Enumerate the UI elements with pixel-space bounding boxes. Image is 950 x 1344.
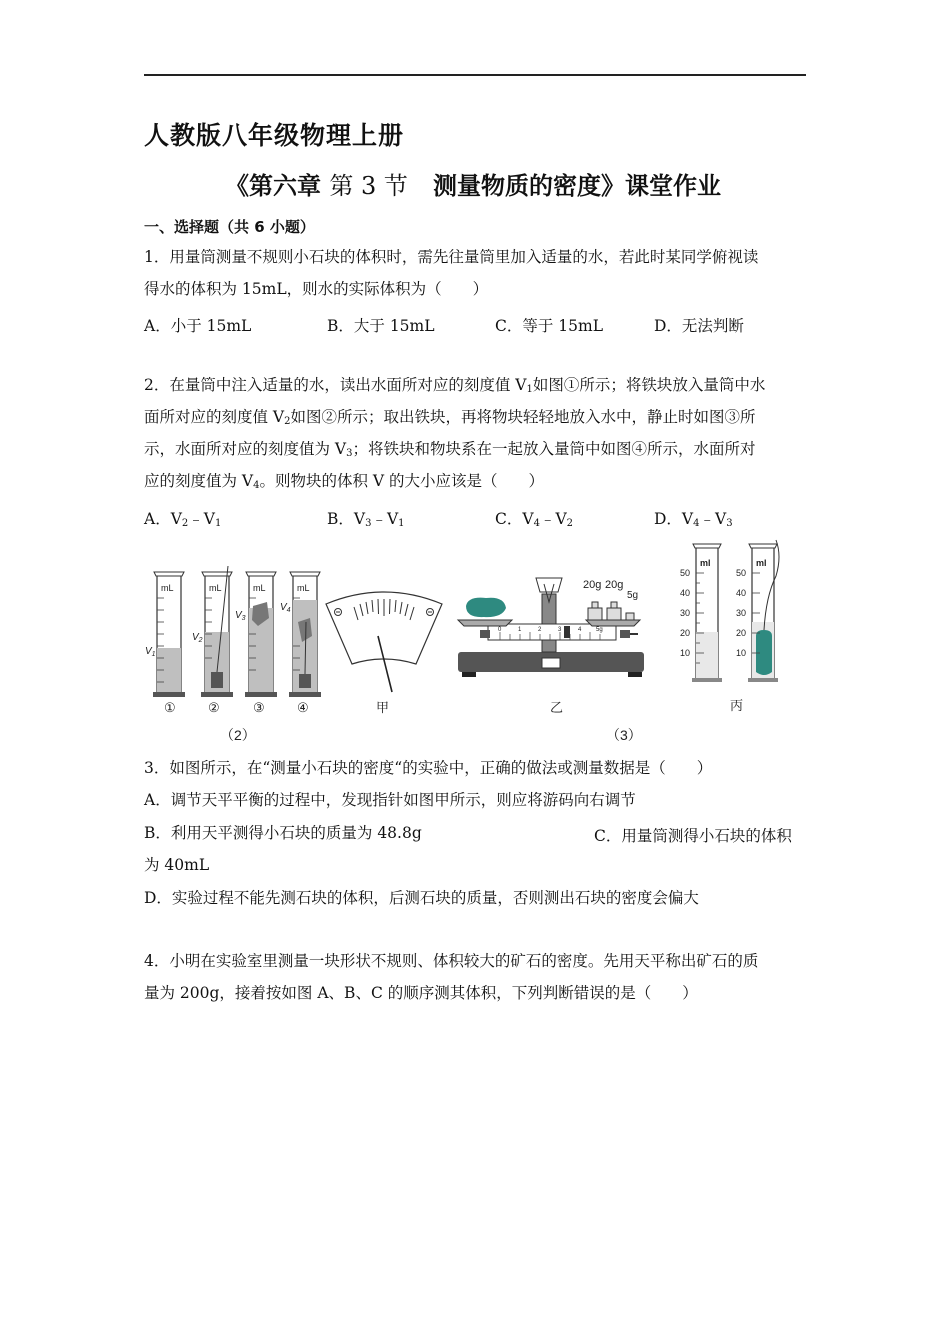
label-bing: 丙	[730, 698, 744, 713]
scale-tick-0: 0	[498, 627, 502, 633]
subtitle-topic: 测量物质的密度》课堂作业	[432, 172, 721, 200]
bing1-unit: ml	[700, 558, 711, 568]
label-yi: 乙	[550, 700, 564, 715]
bing1-tick-10: 10	[680, 648, 691, 658]
q2-option-a: A．$V_2﹣V_1$	[144, 510, 222, 529]
figures-illustration	[140, 536, 820, 751]
cyl-label-3: ③	[253, 700, 265, 715]
page-title: 人教版八年级物理上册	[144, 121, 405, 150]
dial-jia	[326, 592, 442, 715]
q2-stem-line2: 面所对应的刻度值 $V_2$如图②所示；取出铁块，再将物块轻轻地放入水中，静止时如图③所	[144, 408, 756, 427]
q4-stem-line1: 4．小明在实验室里测量一块形状不规则、体积较大的矿石的密度。先用天平称出矿石的质	[144, 952, 759, 970]
caption-3: （3）	[606, 727, 642, 743]
bing2-tick-30: 30	[736, 608, 747, 618]
v4-label: $V_4$	[280, 602, 291, 614]
q2-stem-line3: 示，水面所对应的刻度值为 $V_3$；将铁块和物块系在一起放入量筒中如图④所示，水面所对	[144, 440, 756, 459]
q3-option-a: A．调节天平平衡的过程中，发现指针如图甲所示，则应将游码向右调节	[144, 791, 636, 809]
cyl3-unit: mL	[253, 583, 266, 593]
bing2-tick-50: 50	[736, 568, 747, 578]
page-subtitle	[225, 166, 721, 201]
cyl-label-1: ①	[164, 700, 176, 715]
section-heading: 一、选择题（共 6 小题）	[144, 218, 315, 236]
q3-option-b: B．利用天平测得小石块的质量为 48.8g	[144, 824, 422, 842]
bing1-tick-20: 20	[680, 628, 691, 638]
scale-tick-5: 5g	[596, 627, 603, 633]
q2-option-c: C．$V_4﹣V_2$	[495, 510, 574, 529]
q1-option-a: A．小于 15mL	[144, 317, 252, 335]
q2-stem-line4: 应的刻度值为 $V_4$。则物块的体积 V 的大小应该是（ ）	[144, 472, 545, 491]
q1-option-c: C．等于 15mL	[495, 317, 604, 335]
bing2-unit: ml	[756, 558, 767, 568]
q4-stem-line2: 量为 200g，接着按如图 A、B、C 的顺序测其体积，下列判断错误的是（ ）	[144, 984, 698, 1002]
caption-2: （2）	[220, 727, 256, 743]
bing2-tick-40: 40	[736, 588, 747, 598]
q2-option-b: B．$V_3﹣V_1$	[327, 510, 405, 529]
subtitle-section: 第 3 节	[329, 172, 408, 200]
cyl-label-4: ④	[297, 700, 309, 715]
cyl-label-2: ②	[208, 700, 220, 715]
subtitle-chapter: 《第六章	[225, 172, 321, 200]
weight-label-2: 20g	[605, 579, 624, 591]
scale-tick-2: 2	[538, 627, 542, 633]
v3-label: $V_3$	[235, 610, 246, 622]
q1-stem-line2: 得水的体积为 15mL，则水的实际体积为（ ）	[144, 280, 489, 298]
label-jia: 甲	[376, 700, 390, 715]
cyl4-unit: mL	[297, 583, 310, 593]
v1-label: $V_1$	[145, 646, 156, 658]
bing1-tick-40: 40	[680, 588, 691, 598]
q2-stem-line1: 2．在量筒中注入适量的水，读出水面所对应的刻度值 $V_1$如图①所示；将铁块放入量筒中水	[144, 376, 766, 395]
bing1-tick-50: 50	[680, 568, 691, 578]
q3-option-c-line1: C．用量筒测得小石块的体积	[594, 827, 792, 845]
q1-stem-line1: 1．用量筒测量不规则小石块的体积时，需先往量筒里加入适量的水，若此时某同学俯视读	[144, 248, 759, 266]
scale-tick-3: 3	[558, 627, 562, 633]
q1-option-d: D．无法判断	[654, 317, 744, 335]
bing2-tick-20: 20	[736, 628, 747, 638]
q1-option-b: B．大于 15mL	[327, 317, 435, 335]
balance-yi	[458, 578, 644, 715]
scale-tick-4: 4	[578, 627, 582, 633]
v2-label: $V_2$	[192, 632, 203, 644]
cyl1-unit: mL	[161, 583, 174, 593]
cyl2-unit: mL	[209, 583, 222, 593]
bing1-tick-30: 30	[680, 608, 691, 618]
scale-tick-1: 1	[518, 627, 522, 633]
q3-stem: 3．如图所示，在“测量小石块的密度“的实验中，正确的做法或测量数据是（ ）	[144, 759, 713, 777]
header-rule	[144, 74, 806, 76]
bing2-tick-10: 10	[736, 648, 747, 658]
weight-label-3: 5g	[627, 590, 639, 601]
q3-option-d: D．实验过程不能先测石块的体积，后测石块的质量，否则测出石块的密度会偏大	[144, 889, 699, 907]
q3-option-c-line2: 为 40mL	[144, 856, 210, 874]
weight-label-1: 20g	[583, 579, 602, 591]
q2-option-d: D．$V_4﹣V_3$	[654, 510, 733, 529]
